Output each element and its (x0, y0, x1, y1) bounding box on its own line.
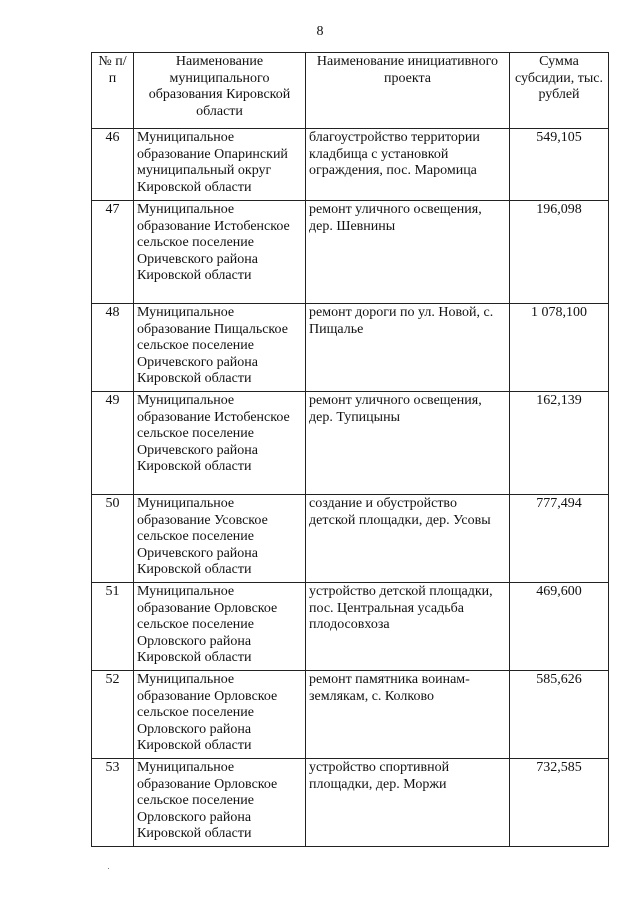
table-row (92, 759, 609, 847)
row-subsidy: 1 078,100 (510, 304, 609, 392)
row-no: 52 (92, 671, 134, 759)
row-no: 49 (92, 392, 134, 495)
row-subsidy: 585,626 (510, 671, 609, 759)
table-row (92, 495, 609, 583)
row-no: 50 (92, 495, 134, 583)
row-project: благоустройство территории кладбища с установкой ограждения, пос. Маромица (306, 129, 510, 201)
row-subsidy: 469,600 (510, 583, 609, 671)
row-no: 51 (92, 583, 134, 671)
row-project: ремонт памятника воинам-землякам, с. Колково (306, 671, 510, 759)
table-row (92, 671, 609, 759)
row-no: 53 (92, 759, 134, 847)
header-no: № п/п (92, 53, 134, 129)
row-subsidy: 549,105 (510, 129, 609, 201)
header-project: Наименование инициативного проекта (306, 53, 510, 129)
row-project: устройство спортивной площадки, дер. Моржи (306, 759, 510, 847)
table-row (92, 583, 609, 671)
table-row (92, 392, 609, 495)
row-subsidy: 162,139 (510, 392, 609, 495)
row-project: ремонт уличного освещения, дер. Шевнины (306, 201, 510, 304)
row-municipality: Муниципальное образование Орловское сельское поселение Орловского района Кировской области (134, 671, 306, 759)
header-municipality: Наименование муниципального образования Кировской области (134, 53, 306, 129)
subsidy-table (91, 52, 609, 847)
header-subsidy: Сумма субсидии, тыс. рублей (510, 53, 609, 129)
table-row (92, 201, 609, 304)
row-municipality: Муниципальное образование Истобенское сельское поселение Оричевского района Кировской области (134, 392, 306, 495)
row-project: ремонт уличного освещения, дер. Тупицыны (306, 392, 510, 495)
row-municipality: Муниципальное образование Опаринский муниципальный округ Кировской области (134, 129, 306, 201)
row-municipality: Муниципальное образование Орловское сельское поселение Орловского района Кировской области (134, 759, 306, 847)
row-no: 46 (92, 129, 134, 201)
row-subsidy: 196,098 (510, 201, 609, 304)
table-row (92, 129, 609, 201)
row-project: ремонт дороги по ул. Новой, с. Пищалье (306, 304, 510, 392)
row-municipality: Муниципальное образование Истобенское сельское поселение Оричевского района Кировской области (134, 201, 306, 304)
row-subsidy: 777,494 (510, 495, 609, 583)
table-header-row (92, 53, 609, 129)
row-project: создание и обустройство детской площадки, дер. Усовы (306, 495, 510, 583)
table-row (92, 304, 609, 392)
row-municipality: Муниципальное образование Орловское сельское поселение Орловского района Кировской области (134, 583, 306, 671)
row-municipality: Муниципальное образование Усовское сельское поселение Оричевского района Кировской области (134, 495, 306, 583)
row-municipality: Муниципальное образование Пищальское сельское поселение Оричевского района Кировской области (134, 304, 306, 392)
page-number: 8 (316, 24, 324, 39)
row-subsidy: 732,585 (510, 759, 609, 847)
scan-speck (108, 868, 109, 869)
row-no: 47 (92, 201, 134, 304)
row-project: устройство детской площадки, пос. Центральная усадьба плодосовхоза (306, 583, 510, 671)
row-no: 48 (92, 304, 134, 392)
